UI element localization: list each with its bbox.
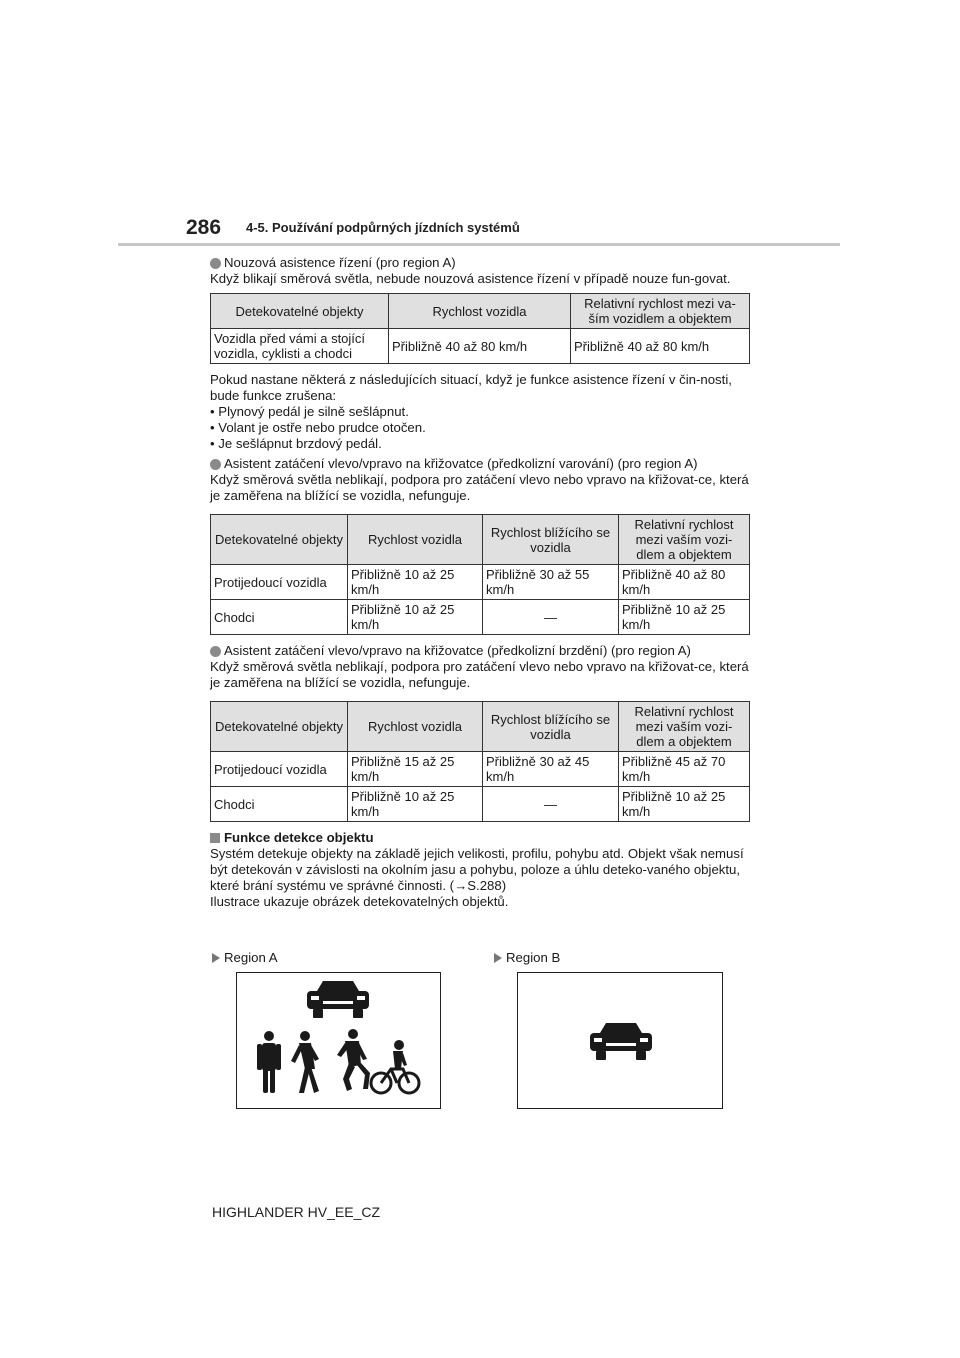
detection-table: [210, 514, 750, 635]
table-cell: Přibližně 10 až 25 km/h: [619, 787, 750, 822]
table-cell: Chodci: [211, 787, 348, 822]
bullet-dot-icon: [210, 258, 221, 269]
car-icon: [307, 981, 369, 1018]
table-header: Relativní rychlost mezi vaším vozi-dlem a objektem: [619, 702, 750, 752]
page-content: [210, 255, 752, 910]
bullet-dot-icon: [210, 459, 221, 470]
region-b-figure: [518, 973, 722, 1108]
section-heading: [210, 456, 752, 472]
table-row: [211, 600, 750, 635]
section-title: 4-5. Používání podpůrných jízdních systémů: [246, 220, 520, 235]
table-cell: Přibližně 40 až 80 km/h: [619, 565, 750, 600]
table-cell: —: [483, 600, 619, 635]
section-heading: [210, 643, 752, 659]
region-a-illustration: [236, 972, 441, 1109]
page-number: 286: [186, 216, 222, 239]
table-header: Detekovatelné objekty: [211, 515, 348, 565]
heading-text: Funkce detekce objektu: [224, 830, 374, 845]
paragraph: Systém detekuje objekty na základě jejich velikosti, profilu, pohybu atd. Objekt však nemusí být detekován v závislosti na okolním jasu a pohybu, poloze a úhlu deteko-vaného objektu, které brání systému ve správné činnosti. (→S.288): [210, 846, 744, 893]
car-icon: [590, 1023, 652, 1060]
region-b-text: Region B: [506, 950, 561, 965]
paragraph: Když blikají směrová světla, nebude nouzová asistence řízení v případě nouze fun-govat.: [210, 271, 731, 286]
section-heading: [210, 255, 752, 271]
table-header: Relativní rychlost mezi va-ším vozidlem a objektem: [571, 294, 750, 329]
paragraph: Když směrová světla neblikají, podpora pro zatáčení vlevo nebo vpravo na křižovat-ce, která je zaměřena na blížící se vozidla, nefunguje.: [210, 472, 749, 503]
table-cell: Chodci: [211, 600, 348, 635]
region-a-label: [212, 950, 278, 965]
table-row: [211, 565, 750, 600]
region-a-text: Region A: [224, 950, 278, 965]
detection-table: [210, 293, 750, 364]
table-cell: Přibližně 10 až 25 km/h: [348, 787, 483, 822]
table-cell: Protijedoucí vozidla: [211, 752, 348, 787]
table-cell: Přibližně 15 až 25 km/h: [348, 752, 483, 787]
section-heading: [210, 830, 752, 846]
region-a-figure: [237, 973, 440, 1108]
caption: Ilustrace ukazuje obrázek detekovatelných objektů.: [210, 894, 509, 909]
paragraph: Pokud nastane některá z následujících situací, když je funkce asistence řízení v čin-nosti, bude funkce zrušena:: [210, 372, 732, 403]
heading-text: Asistent zatáčení vlevo/vpravo na křižovatce (předkolizní brzdění) (pro region A): [224, 643, 691, 658]
paragraph: Když směrová světla neblikají, podpora pro zatáčení vlevo nebo vpravo na křižovat-ce, která je zaměřena na blížící se vozidla, nefunguje.: [210, 659, 749, 690]
table-cell: Přibližně 10 až 25 km/h: [348, 600, 483, 635]
triangle-bullet-icon: [212, 953, 220, 963]
bullet-dot-icon: [210, 646, 221, 657]
table-header: Rychlost blížícího se vozidla: [483, 702, 619, 752]
detection-table: [210, 701, 750, 822]
table-header: Detekovatelné objekty: [211, 294, 389, 329]
table-cell: Přibližně 40 až 80 km/h: [389, 329, 571, 364]
triangle-bullet-icon: [494, 953, 502, 963]
table-cell: Přibližně 10 až 25 km/h: [619, 600, 750, 635]
bullet-square-icon: [210, 833, 220, 843]
region-b-illustration: [517, 972, 723, 1109]
table-cell: Vozidla před vámi a stojící vozidla, cyklisti a chodci: [211, 329, 389, 364]
table-cell: Přibližně 40 až 80 km/h: [571, 329, 750, 364]
table-cell: Přibližně 30 až 45 km/h: [483, 752, 619, 787]
list-item: • Plynový pedál je silně sešlápnut.: [210, 404, 409, 419]
cyclist-icon: [371, 1040, 419, 1093]
header-divider: [118, 243, 840, 246]
table-header: Rychlost blížícího se vozidla: [483, 515, 619, 565]
pedestrian-standing-icon: [257, 1031, 281, 1093]
table-row: [211, 752, 750, 787]
region-b-label: [494, 950, 560, 965]
table-header: Rychlost vozidla: [348, 702, 483, 752]
table-header: Rychlost vozidla: [348, 515, 483, 565]
heading-text: Nouzová asistence řízení (pro region A): [224, 255, 456, 270]
pedestrian-walking-icon: [291, 1031, 319, 1093]
table-header: Detekovatelné objekty: [211, 702, 348, 752]
table-header: Rychlost vozidla: [389, 294, 571, 329]
table-cell: Přibližně 45 až 70 km/h: [619, 752, 750, 787]
table-header: Relativní rychlost mezi vaším vozi-dlem a objektem: [619, 515, 750, 565]
table-row: [211, 787, 750, 822]
table-cell: Protijedoucí vozidla: [211, 565, 348, 600]
table-cell: Přibližně 10 až 25 km/h: [348, 565, 483, 600]
footer-model: HIGHLANDER HV_EE_CZ: [212, 1204, 381, 1220]
list-item: • Je sešlápnut brzdový pedál.: [210, 436, 382, 451]
pedestrian-running-icon: [337, 1029, 370, 1091]
list-item: • Volant je ostře nebo prudce otočen.: [210, 420, 426, 435]
heading-text: Asistent zatáčení vlevo/vpravo na křižovatce (předkolizní varování) (pro region A): [224, 456, 698, 471]
table-cell: Přibližně 30 až 55 km/h: [483, 565, 619, 600]
table-cell: —: [483, 787, 619, 822]
